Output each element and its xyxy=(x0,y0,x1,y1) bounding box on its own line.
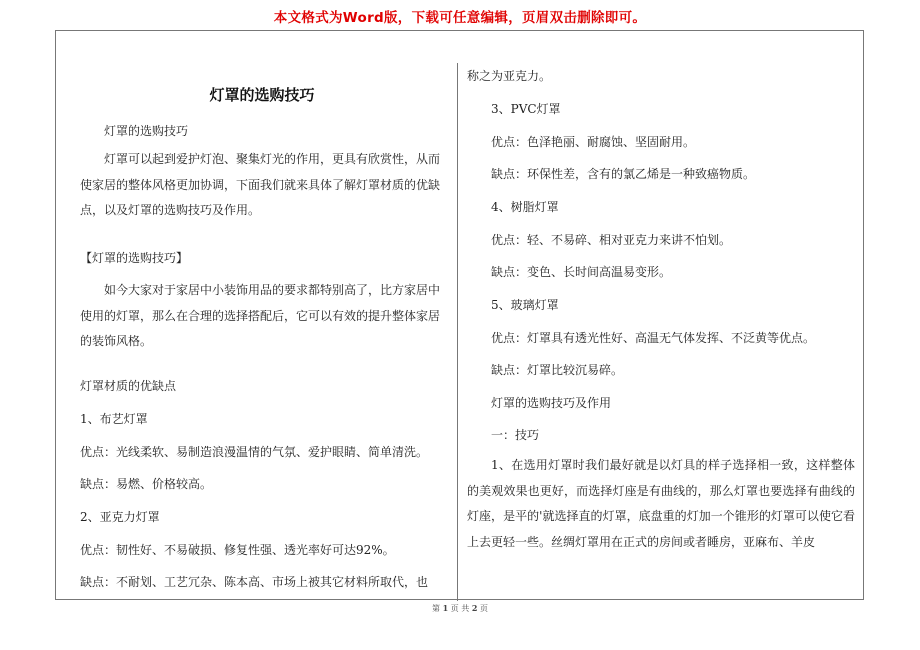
item2-title: 2、亚克力灯罩 xyxy=(80,510,160,524)
intro-paragraph: 灯罩可以起到爱护灯泡、聚集灯光的作用，更具有欣赏性，从而使家居的整体风格更加协调，下面我们就来具体了解灯罩材质的优缺点，以及灯罩的选购技巧及作用。 xyxy=(80,152,441,218)
section-header: 【灯罩的选购技巧】 xyxy=(80,251,189,265)
item1-title: 1、布艺灯罩 xyxy=(80,412,148,426)
page-footer xyxy=(0,603,920,614)
footer-prefix: 第 xyxy=(432,604,441,613)
tips-paragraph: 1、在选用灯罩时我们最好就是以灯具的样子选择相一致，这样整体的美观效果也更好，而选择灯座是有曲线的，那么灯罩也要选择有曲线的灯座，是平的'就选择直的灯罩，底盘重的灯加一个锥形的灯罩可以使它看上去更轻一些。丝绸灯罩用在正式的房间或者睡房，亚麻布、羊皮 xyxy=(467,458,855,550)
item1-pro: 优点：光线柔软、易制造浪漫温情的气氛、爱护眼睛、简单清洗。 xyxy=(80,445,429,459)
item5-title: 5、玻璃灯罩 xyxy=(491,298,559,312)
item1-con: 缺点：易燃、价格较高。 xyxy=(80,477,213,491)
item4-pro: 优点：轻、不易碎、相对亚克力来讲不怕划。 xyxy=(491,233,732,247)
materials-heading: 灯罩材质的优缺点 xyxy=(80,379,177,393)
item3-title: 3、PVC灯罩 xyxy=(491,102,561,116)
section-paragraph: 如今大家对于家居中小装饰用品的要求都特别高了，比方家居中使用的灯罩，那么在合理的选择搭配后，它可以有效的提升整体家居的装饰风格。 xyxy=(80,283,441,349)
item5-con: 缺点：灯罩比较沉易碎。 xyxy=(491,363,624,377)
item3-con: 缺点：环保性差，含有的氯乙烯是一种致癌物质。 xyxy=(491,167,756,181)
item4-title: 4、树脂灯罩 xyxy=(491,200,559,214)
item2-pro: 优点：韧性好、不易破损、修复性强、透光率好可达92%。 xyxy=(80,543,395,557)
item5-pro: 优点：灯罩具有透光性好、高温无气体发挥、不泛黄等优点。 xyxy=(491,331,816,345)
continuation-line: 称之为亚克力。 xyxy=(467,69,552,83)
footer-current-page: 1 xyxy=(442,603,449,613)
subtitle: 灯罩的选购技巧 xyxy=(104,124,189,138)
usage-heading: 灯罩的选购技巧及作用 xyxy=(491,396,612,410)
document-title: 灯罩的选购技巧 xyxy=(209,86,315,104)
column-divider xyxy=(457,63,458,601)
footer-total-pages: 2 xyxy=(471,603,478,613)
footer-middle: 页 共 xyxy=(450,604,470,613)
item2-con: 缺点：不耐划、工艺冗杂、陈本高、市场上被其它材料所取代，也 xyxy=(80,575,429,589)
item3-pro: 优点：色泽艳丽、耐腐蚀、坚固耐用。 xyxy=(491,135,696,149)
tips-heading: 一：技巧 xyxy=(491,428,540,442)
item4-con: 缺点：变色、长时间高温易变形。 xyxy=(491,265,672,279)
footer-suffix: 页 xyxy=(479,604,488,613)
format-banner: 本文格式为Word版，下载可任意编辑，页眉双击删除即可。 xyxy=(273,10,647,26)
